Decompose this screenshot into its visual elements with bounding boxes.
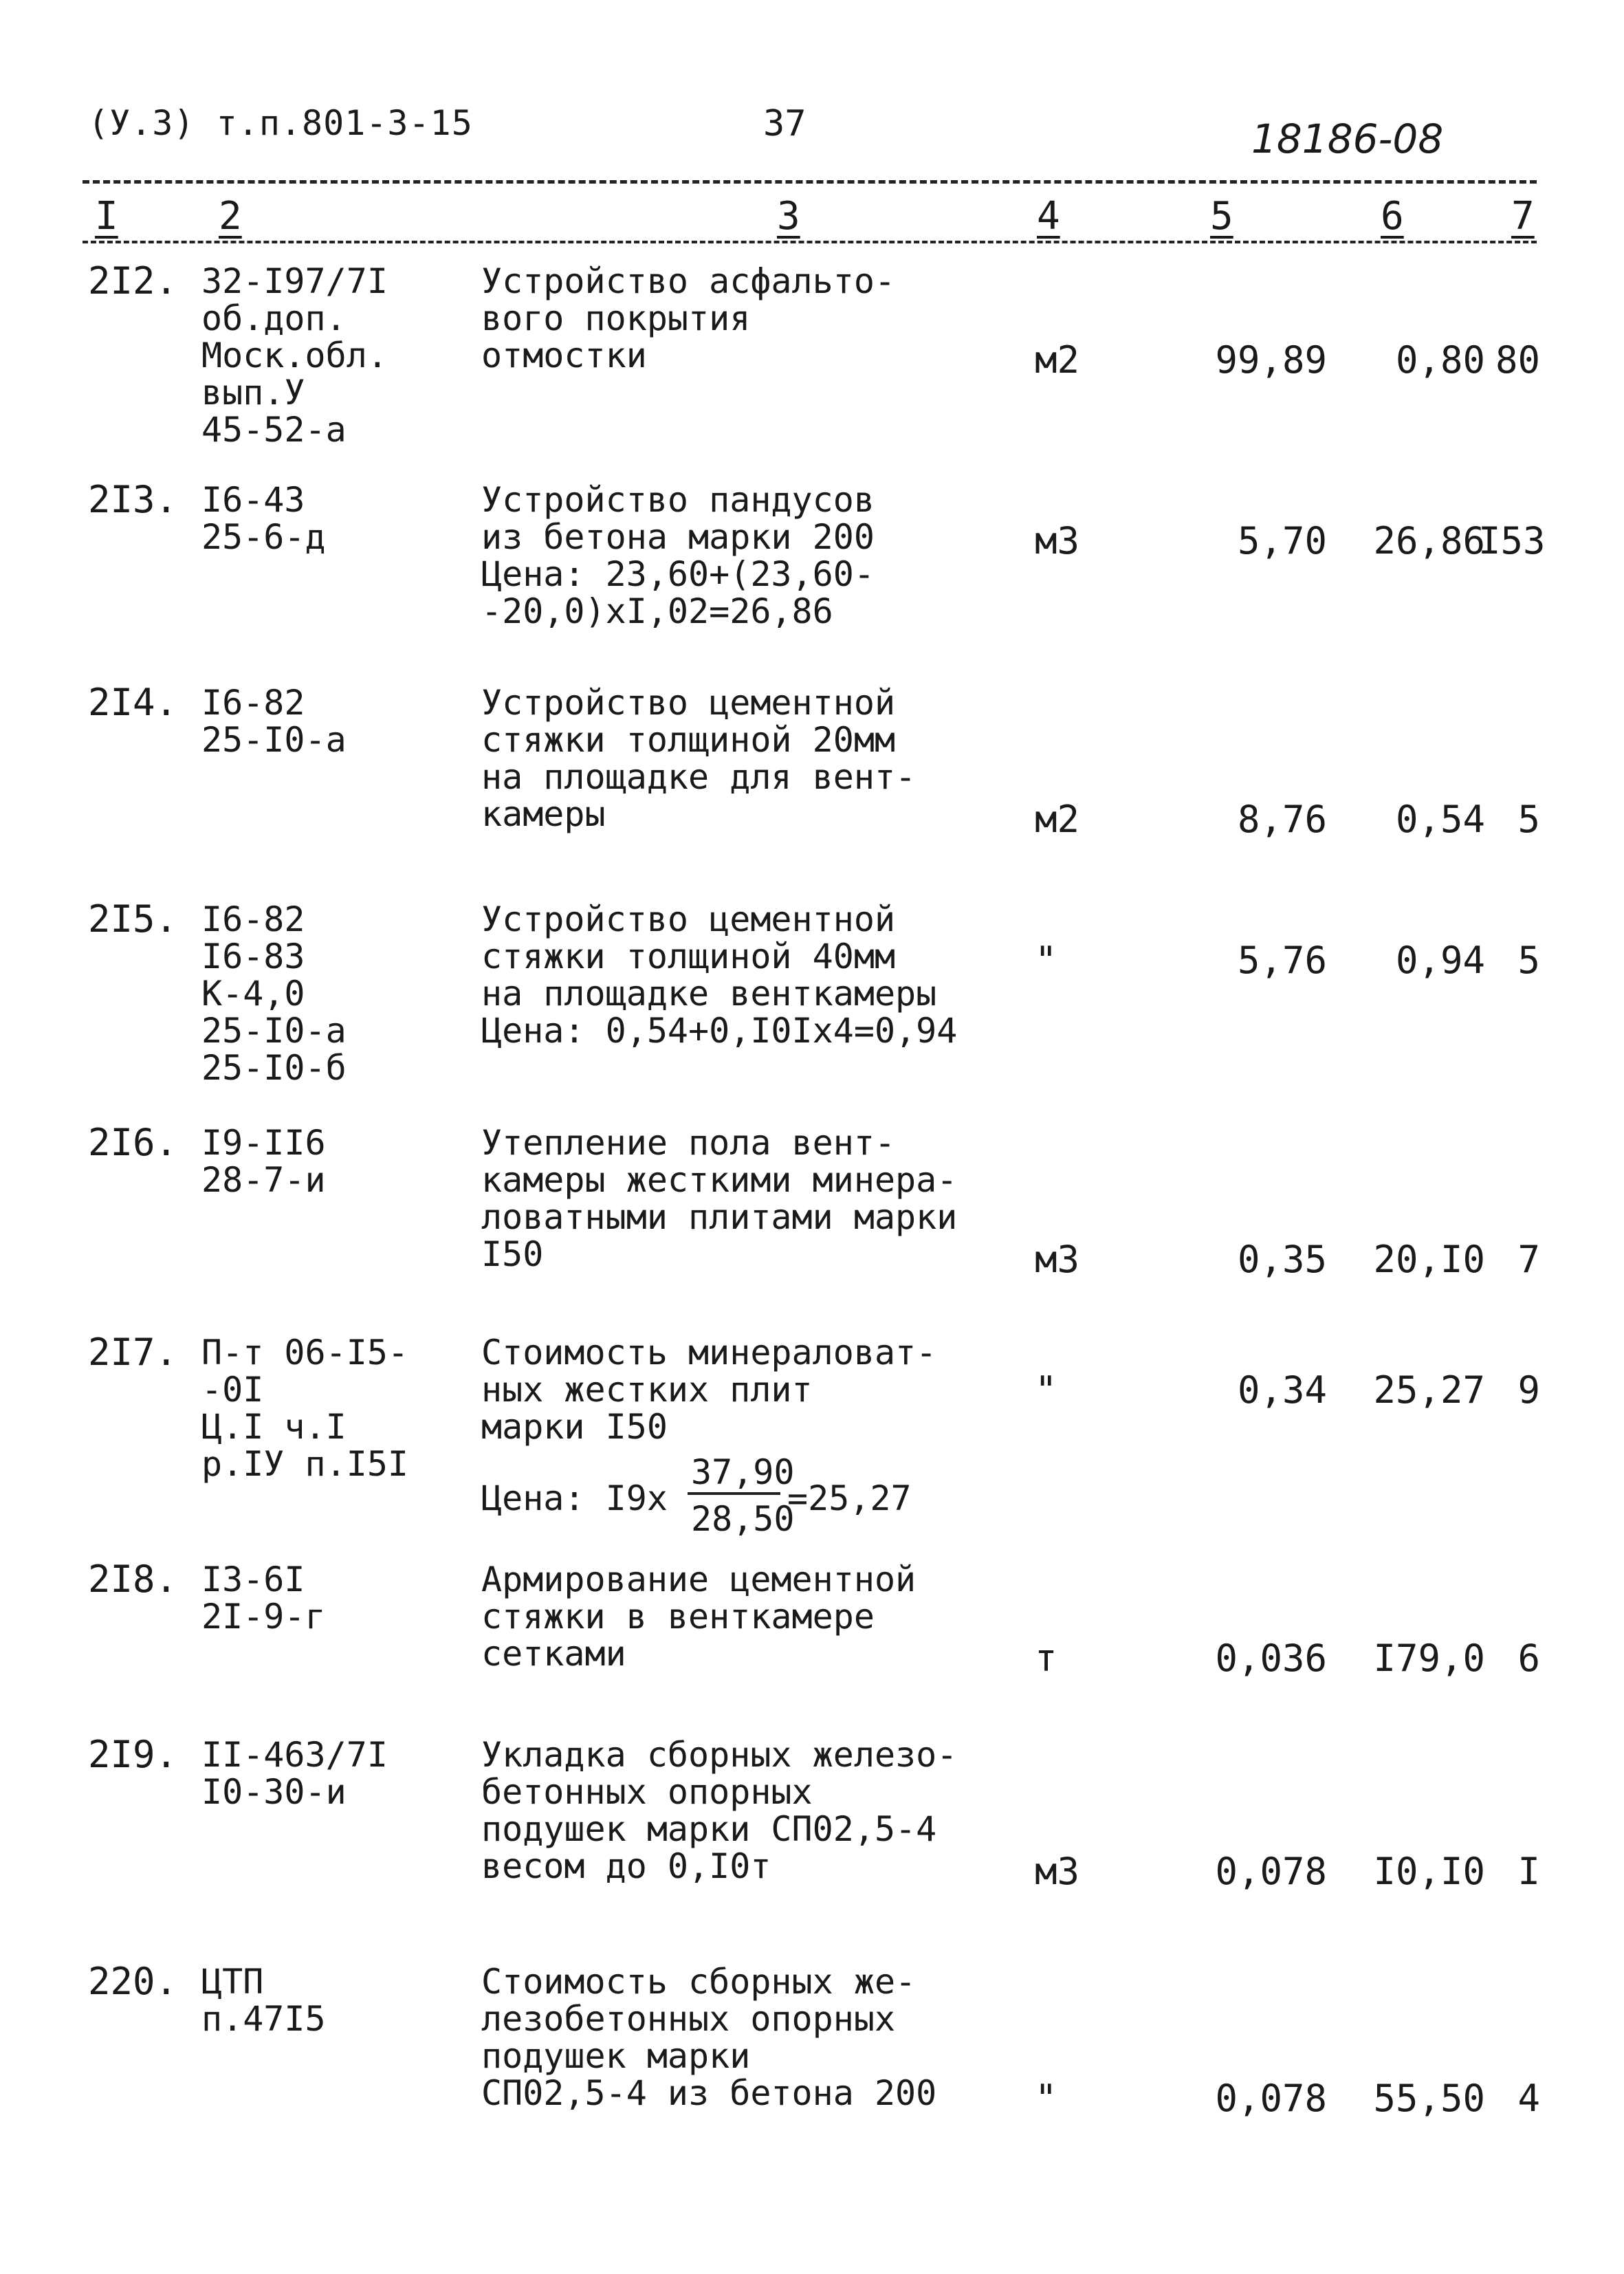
work-description-line: весом до 0,I0т [481,1846,771,1886]
work-description-line: -20,0)хI,02=26,86 [481,591,833,631]
work-description-line: подушек марки СП02,5-4 [481,1809,937,1849]
column-number-1: I [95,194,118,239]
column-number-5: 5 [1210,194,1233,239]
unit-cell: м3 [1035,1238,1080,1281]
quantity-cell: 0,078 [1215,1850,1327,1893]
work-description-line: Цена: 23,60+(23,60- [481,554,875,594]
norm-code-line: вып.У [201,373,305,413]
norm-code-line: Моск.обл. [201,336,388,375]
row-number: 2I4. [88,681,178,724]
work-description-line: камеры [481,794,606,834]
price-formula-numerator: 37,90 [691,1452,795,1492]
quantity-cell: 0,036 [1215,1637,1327,1680]
total-cost-cell: 9 [1517,1368,1540,1412]
norm-code-line: 2I-9-г [201,1597,326,1637]
norm-code-line: -0I [201,1370,264,1410]
total-cost-cell: 5 [1517,939,1540,982]
unit-cell: " [1035,939,1057,982]
unit-cell: " [1035,2077,1057,2120]
row-number: 2I8. [88,1557,178,1601]
handwritten-code: 18186-08 [1251,116,1444,162]
quantity-cell: 0,078 [1215,2077,1327,2120]
quantity-cell: 0,34 [1237,1368,1327,1412]
unit-price-cell: I0,I0 [1373,1850,1485,1893]
work-description-line: стяжки толщиной 20мм [481,720,896,760]
work-description-line: Стоимость минераловат- [481,1333,937,1373]
work-description-line: бетонных опорных [481,1772,813,1812]
norm-code-line: I3-6I [201,1560,305,1599]
norm-code-line: п.47I5 [201,1999,326,2039]
work-description-line: Устройство цементной [481,683,896,723]
norm-code-line: р.IУ п.I5I [201,1444,409,1484]
quantity-cell: 99,89 [1215,338,1327,382]
work-description-line: Укладка сборных железо- [481,1735,958,1775]
row-number: 2I7. [88,1331,178,1374]
work-description-line: I50 [481,1234,544,1274]
work-description-line: Армирование цементной [481,1560,917,1599]
work-description-line: из бетона марки 200 [481,517,875,557]
price-formula-denominator: 28,50 [691,1499,795,1539]
unit-price-cell: 0,80 [1395,338,1485,382]
column-number-2: 2 [219,194,242,239]
unit-cell: м3 [1035,1850,1080,1893]
row-number: 2I5. [88,897,178,941]
work-description-line: ловатными плитами марки [481,1197,958,1237]
norm-code-line: I6-82 [201,899,305,939]
column-number-4: 4 [1037,194,1060,239]
quantity-cell: 5,76 [1237,939,1327,982]
norm-code-line: I0-30-и [201,1772,347,1812]
quantity-cell: 5,70 [1237,519,1327,562]
work-description-line: отмостки [481,336,647,375]
total-cost-cell: 5 [1517,798,1540,841]
work-description-line: ных жестких плит [481,1370,813,1410]
total-cost-cell: 4 [1517,2077,1540,2120]
unit-price-cell: I79,0 [1373,1637,1485,1680]
norm-code-line: 25-I0-б [201,1048,347,1088]
column-number-7: 7 [1511,194,1535,239]
norm-code-line: К-4,0 [201,974,305,1014]
quantity-cell: 0,35 [1237,1238,1327,1281]
column-number-6: 6 [1381,194,1404,239]
unit-price-cell: 0,54 [1395,798,1485,841]
total-cost-cell: 80 [1495,338,1540,382]
unit-cell: м2 [1035,338,1080,382]
row-number: 2I6. [88,1121,178,1164]
norm-code-line: I6-82 [201,683,305,723]
price-formula-prefix: Цена: I9х [481,1478,668,1518]
norm-code-line: I9-II6 [201,1123,326,1163]
norm-code-line: 25-I0-а [201,1011,347,1051]
unit-price-cell: 55,50 [1373,2077,1485,2120]
work-description-line: стяжки толщиной 40мм [481,937,896,976]
unit-cell: м2 [1035,798,1080,841]
header-divider [83,180,1537,184]
unit-cell: " [1035,1368,1057,1412]
unit-price-cell: 0,94 [1395,939,1485,982]
row-number: 2I9. [88,1733,178,1776]
unit-cell: т [1035,1637,1057,1680]
norm-code-line: Ц.I ч.I [201,1407,347,1447]
price-formula-result: =25,27 [787,1478,912,1518]
total-cost-cell: I [1517,1850,1540,1893]
unit-cell: м3 [1035,519,1080,562]
column-number-3: 3 [777,194,800,239]
norm-code-line: II-463/7I [201,1735,388,1775]
norm-code-line: об.доп. [201,298,347,338]
work-description-line: на площадке венткамеры [481,974,937,1014]
norm-code-line: 25-6-д [201,517,326,557]
unit-price-cell: 20,I0 [1373,1238,1485,1281]
quantity-cell: 8,76 [1237,798,1327,841]
norm-code-line: 32-I97/7I [201,261,388,301]
work-description-line: камеры жесткими минера- [481,1160,958,1200]
work-description-line: марки I50 [481,1407,668,1447]
row-number: 2I2. [88,259,178,303]
document-code: (У.3) т.п.801-3-15 [88,103,473,143]
work-description-line: Устройство пандусов [481,480,875,520]
total-cost-cell: I53 [1478,519,1546,562]
row-number: 2I3. [88,478,178,521]
norm-code-line: П-т 06-I5- [201,1333,409,1373]
work-description-line: лезобетонных опорных [481,1999,896,2039]
norm-code-line: 28-7-и [201,1160,326,1200]
norm-code-line: I6-83 [201,937,305,976]
work-description-line: сетками [481,1634,626,1674]
norm-code-line: I6-43 [201,480,305,520]
work-description-line: Устройство цементной [481,899,896,939]
work-description-line: Утепление пола вент- [481,1123,896,1163]
work-description-line: СП02,5-4 из бетона 200 [481,2073,937,2113]
total-cost-cell: 7 [1517,1238,1540,1281]
price-formula-fraction-bar [688,1492,780,1495]
work-description-line: вого покрытия [481,298,751,338]
page-number: 37 [763,103,806,144]
work-description-line: Стоимость сборных же- [481,1962,917,2002]
work-description-line: стяжки в венткамере [481,1597,875,1637]
norm-code-line: ЦТП [201,1962,264,2002]
work-description-line: Цена: 0,54+0,I0Iх4=0,94 [481,1011,958,1051]
columns-divider [83,241,1537,243]
work-description-line: на площадке для вент- [481,757,917,797]
unit-price-cell: 25,27 [1373,1368,1485,1412]
norm-code-line: 25-I0-а [201,720,347,760]
row-number: 220. [88,1960,178,2003]
unit-price-cell: 26,86 [1373,519,1485,562]
work-description-line: подушек марки [481,2036,751,2076]
total-cost-cell: 6 [1517,1637,1540,1680]
norm-code-line: 45-52-а [201,410,347,450]
work-description-line: Устройство асфальто- [481,261,896,301]
